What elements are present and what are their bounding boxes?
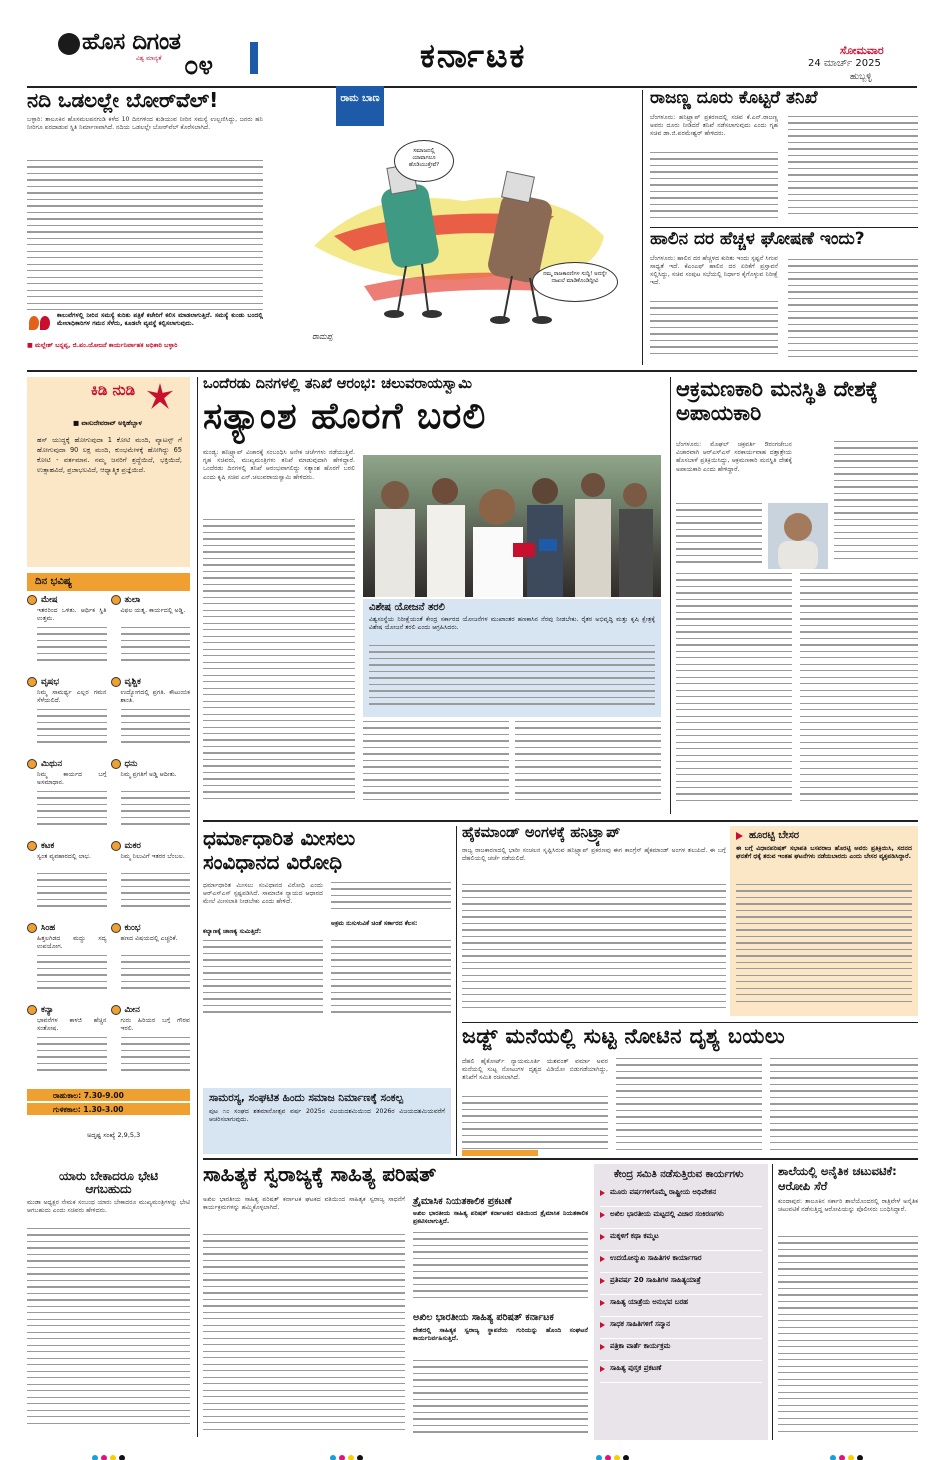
cartoon-signature: ರಾಮಪ್ಪ — [312, 332, 333, 341]
lead-right-rule — [670, 377, 671, 814]
masthead-day: ಸೋಮವಾರ — [840, 44, 884, 57]
zodiac-icon — [27, 841, 37, 851]
lead-boxed-panel — [363, 599, 661, 717]
story-reservation — [203, 826, 451, 1154]
cartoon-panel — [284, 86, 632, 356]
zodiac-icon — [27, 595, 37, 605]
judge-col1-lines — [462, 1096, 608, 1154]
story-parishat — [203, 1164, 588, 1440]
section-title: ಕರ್ನಾಟಕ — [420, 36, 527, 75]
hoorattu-box — [730, 826, 918, 1016]
horoscope-sign-text: ನಿಮ್ಮ ಕಾರ್ಯದ ಬಗ್ಗೆ ಅಸಮಾಧಾನ. — [37, 771, 107, 787]
horoscope-sign-name: ಕಟಕ — [41, 841, 55, 851]
parishat-side-1-title: ತ್ರೈಮಾಸಿಕ ನಿಯತಕಾಲಿಕ ಪ್ರಕಟಣೆ — [413, 1196, 512, 1207]
central-committee-item-text: ಅಖಿಲ ಭಾರತೀಯ ಮಟ್ಟದಲ್ಲಿ ವಿಚಾರ ಸಂಕಿರಣಗಳು — [610, 1210, 724, 1218]
horoscope-sign-text: ನಿಮ್ಮ ನಿಲುವಿಗೆ ಇತರರ ಬೆಂಬಲ. — [120, 853, 185, 860]
borewell-lead: ಬಳ್ಳಾರಿ: ತಾಲೂಕಿನ ಹೊಸಮಲಪನಗುಡಿ ಕಳೆದ 10 ದಿನಗಳಿಂದ ಕುಡಿಯುವ ನೀರಿನ ಸಮಸ್ಯೆ ಉಲ್ಬಣಿಸಿದ್ದು, ಜನರು ಹನಿ ನೀರಿಗೂ ಪರದಾಡುವ ಸ್ಥಿತಿ ನಿರ್ಮಾಣವಾಗಿದೆ. ನದಿಯ ಒಡಲಲ್ಲೇ ಬೋರ್‌ವೆಲ್ ಕೊರೆಸಲಾಗಿದೆ. — [27, 116, 263, 132]
triangle-bullet-icon — [600, 1212, 605, 1218]
central-committee-item — [600, 1207, 762, 1229]
horoscope-sign-name: ಮೇಷ — [41, 595, 58, 605]
zodiac-icon — [27, 677, 37, 687]
story-milk — [650, 231, 918, 365]
zodiac-icon — [111, 923, 121, 933]
reservation-box-title: ಸಾಮರಸ್ಯ, ಸಂಘಟಿತ ಹಿಂದು ಸಮಾಜ ನಿರ್ಮಾಣಕ್ಕೆ ಸಂಕಲ್ಪ — [209, 1092, 404, 1104]
usb-right-icon — [486, 171, 554, 324]
horoscope-sign-name: ಮಕರ — [124, 841, 141, 851]
horoscope-sign-lines — [111, 873, 191, 907]
triangle-bullet-icon — [600, 1234, 605, 1240]
zodiac-icon — [111, 841, 121, 851]
honeytrap-lines — [462, 884, 726, 1014]
story-rajanna — [650, 90, 918, 225]
registration-dots-3 — [596, 1446, 632, 1460]
central-committee-item-text: ಸಾಹಿತ್ಯ ಯಾತ್ರೆಯ ಅನುಭವ ಬರಹ — [610, 1298, 689, 1306]
reservation-col1-lines — [203, 940, 323, 1020]
masthead-logo-block — [56, 31, 241, 81]
zodiac-icon — [27, 1005, 37, 1015]
horoscope-sign-lines — [27, 791, 107, 825]
horoscope-sign-name: ಕುಂಭ — [124, 923, 141, 933]
horoscope-sign — [27, 841, 107, 923]
aggressor-lead: ಬೆಂಗಳೂರು: ಮೊಘಲ್ ಚಕ್ರವರ್ತಿ ಔರಂಗಜೇಬನ ವಿಚಾರವಾಗಿ ಆರ್‌ಎಸ್‌ಎಸ್ ಸರಕಾರ್ಯವಾಹ ದತ್ತಾತ್ರೇಯ ಹೊಸಬಾಳೆ ಪ್ರತಿಕ್ರಿಯಿಸಿದ್ದು, ಆಕ್ರಮಣಕಾರಿ ಮನಸ್ಥಿತಿ ದೇಶಕ್ಕೆ ಅಪಾಯಕಾರಿ ಎಂದು ಹೇಳಿದ್ದಾರೆ. — [676, 441, 792, 473]
horoscope-sign-text: ಉದ್ಯೋಗದಲ್ಲಿ ಪ್ರಗತಿ. ಕೌಟುಂಬಿಕ ಶಾಂತಿ. — [120, 689, 190, 705]
central-committee-box — [594, 1164, 768, 1440]
borewell-quote: ಕಾಲುವೆಗಳಲ್ಲಿ ನೀರಿನ ಸಮಸ್ಯೆ ಕುರಿತು ಪತ್ರಿಕೆ ಕಚೇರಿಗೆ ಕಲಿಸ ಮಾಡಲಾಗುತ್ತಿದೆ. ಸಮಸ್ಯೆ ಕುಂಡು ಬಂದಲ್ಲಿ ಮೇಲಾಧಿಕಾರಿಗಳ ಗಮನ ಸೆಳೆದು, ಕೂಡಲೇ ವ್ಯವಸ್ಥೆ ಕಲ್ಪಿಸಲಾಗುವುದು. — [57, 312, 263, 328]
aggressor-col2a-lines — [834, 441, 918, 569]
gulika: ಗುಳಿಕಕಾಲ: 1.30-3.00 — [27, 1103, 190, 1115]
honeytrap-headline: ಹೈಕಮಾಂಡ್ ಅಂಗಳಕ್ಕೆ ಹನಿಟ್ರ್ಯಾಪ್ — [462, 825, 621, 841]
hoorattu-title-text: ಹೂರಟ್ಟಿ ಬೇಸರ — [749, 830, 800, 841]
registration-dots-4 — [830, 1446, 866, 1460]
lead-col3-lines — [515, 721, 661, 809]
horoscope-sign — [27, 595, 107, 677]
milk-col2-lines — [788, 259, 918, 363]
horoscope-sign-lines — [27, 873, 107, 907]
parishat-lead: ಅಖಿಲ ಭಾರತೀಯ ಸಾಹಿತ್ಯ ಪರಿಷತ್ ಕರ್ನಾಟಕ ಘಟಕದ ವತಿಯಿಂದ ಸಾಹಿತ್ಯಕ ಸ್ವರಾಜ್ಯ ಸಾಧನೆಗೆ ಕಾರ್ಯಕ್ರಮಗಳನ್ನು ಹಮ್ಮಿಕೊಳ್ಳಲಾಗಿದೆ. — [203, 1196, 405, 1212]
borewell-headline: ನದಿ ಒಡಲಲ್ಲೇ ಬೋರ್‌ವೆಲ್! — [27, 88, 219, 112]
logo-tagline: ವಿಶ್ವ ಮಾನ್ಯತೆ — [136, 55, 162, 62]
judge-top-rule — [462, 1022, 918, 1023]
registration-dots-2 — [330, 1446, 366, 1460]
horoscope-sign — [111, 595, 191, 677]
lead-lead: ಮಂಡ್ಯ: ಹನಿಟ್ರ್ಯಾಪ್ ವಿಚಾರಕ್ಕೆ ಸಂಬಂಧಿಸಿ ಅನೇಕ ಚರ್ಚೆಗಳು ನಡೆಯುತ್ತಿವೆ. ಗೃಹ ಸಚಿವರು, ಮುಖ್ಯಮಂತ್ರಿಗಳು ತನಿಖೆ ಮಾಡುವುದಾಗಿ ಹೇಳಿದ್ದಾರೆ. ಒಂದೆರಡು ದಿನಗಳಲ್ಲಿ ತನಿಖೆ ಆರಂಭವಾಗಲಿದ್ದು ಸತ್ಯಾಂಶ ಹೊರಗೆ ಬರಲಿ ಎಂದು ಕೃಷಿ ಸಚಿವ ಎನ್.ಚಲುವರಾಯಸ್ವಾಮಿ ಹೇಳಿದರು. — [203, 449, 355, 481]
milk-col1-lines — [650, 301, 778, 361]
horoscope-sign-name: ಧನು — [124, 759, 138, 769]
school-lead: ಕುಂದಾಪುರ: ತಾಲೂಕಿನ ಸರ್ಕಾರಿ ಶಾಲೆಯೊಂದರಲ್ಲಿ ರಾತ್ರಿವೇಳೆ ಅನೈತಿಕ ಚಟುವಟಿಕೆ ನಡೆಸುತ್ತಿದ್ದ ಆರೋಪಿಯನ್ನು ಪೊಲೀಸರು ಬಂಧಿಸಿದ್ದಾರೆ. — [778, 1198, 918, 1214]
zodiac-icon — [111, 759, 121, 769]
hoorattu-text: ಈ ಬಗ್ಗೆ ವಿಧಾನಪರಿಷತ್ ಸಭಾಪತಿ ಬಸವರಾಜ ಹೊರಟ್ಟಿ ಅವರು ಪ್ರತಿಕ್ರಿಯಿಸಿ, ಸದನದ ಘನತೆಗೆ ಧಕ್ಕೆ ತರುವ ಇಂತಹ ಘಟನೆಗಳು ನಡೆಯಬಾರದು ಎಂದು ಬೇಸರ ವ್ಯಕ್ತಪಡಿಸಿದ್ದಾರೆ. — [736, 845, 912, 861]
mid-rule-1 — [203, 820, 918, 822]
reservation-subhead-1: ಕಲ್ಯಾಣಕ್ಕೆ ಚಾಣಕ್ಯ ಸುಮಿತ್ತಿದೆ: — [203, 928, 262, 935]
rajanna-col2-lines — [788, 116, 918, 222]
registration-dots-1 — [92, 1446, 128, 1460]
parishat-side-2-text: ದೇಶದಲ್ಲಿ ಸಾಹಿತ್ಯಕ ಸ್ವರಾಜ್ಯ ಸ್ಥಾಪನೆಯ ಗುರಿಯನ್ನು ಹೊಂದಿ ಸಂಘಟನೆ ಕಾರ್ಯನಿರ್ವಹಿಸುತ್ತಿದೆ. — [413, 1327, 588, 1343]
horoscope-sign-text: ಇತರರಿಂದ ಒಳಿತು. ಆರ್ಥಿಕ ಸ್ಥಿತಿ ಉತ್ತಮ. — [37, 607, 107, 623]
school-lines — [778, 1236, 918, 1438]
central-committee-item — [600, 1273, 762, 1295]
parishat-headline: ಸಾಹಿತ್ಯಕ ಸ್ವರಾಜ್ಯಕ್ಕೆ ಸಾಹಿತ್ಯ ಪರಿಷತ್ — [203, 1162, 437, 1186]
kidi-nudi-box — [27, 377, 190, 567]
judge-col3-lines — [770, 1058, 918, 1154]
mid-vertical-rule — [456, 826, 457, 1156]
zodiac-icon — [111, 677, 121, 687]
horoscope-sign-name: ಮಿಥುನ — [41, 759, 63, 769]
horoscope-sign-name: ಸಿಂಹ — [41, 923, 56, 933]
central-committee-item — [600, 1229, 762, 1251]
central-committee-item-text: ಪ್ರತಿವರ್ಷ 20 ಸಾಹಿತಿಗಳ ಸಾಹಿತ್ಯಯಾತ್ರೆ — [610, 1276, 701, 1284]
lead-photo — [363, 455, 661, 597]
parishat-col1-lines — [203, 1234, 405, 1438]
central-committee-item — [600, 1317, 762, 1339]
central-committee-item-text: ಪತ್ರಿಕಾ ವಾರ್ತೆ ಕಾರ್ಯಕ್ರಮ — [610, 1342, 671, 1350]
horoscope-sign-lines — [111, 1037, 191, 1071]
horoscope-sign-lines — [27, 709, 107, 743]
parishat-side-2-lines — [413, 1360, 588, 1436]
triangle-bullet-icon — [600, 1344, 605, 1350]
lead-col1-lines — [203, 519, 355, 809]
horoscope-sign-lines — [27, 1037, 107, 1071]
horoscope-sign-text: ಹಣದ ವಿಷಯದಲ್ಲಿ ಎಚ್ಚರಿಕೆ. — [120, 935, 178, 942]
anyone-lead: ಮುಡಾ ಅಧ್ಯಕ್ಷರ ನೇಮಕ ಸಂಬಂಧ ಯಾರು ಬೇಕಾದರೂ ಮುಖ್ಯಮಂತ್ರಿಗಳನ್ನು ಭೇಟಿ ಆಗಬಹುದು ಎಂದು ಸಚಿವರು ಹೇಳಿದರು. — [27, 1199, 190, 1215]
horoscope-sign — [27, 677, 107, 759]
reservation-col2a-lines — [331, 882, 451, 918]
lead-story — [203, 377, 665, 814]
horoscope-sign-text: ಗುರು ಹಿರಿಯರ ಬಗ್ಗೆ ಗೌರವ ಇರಲಿ. — [120, 1017, 190, 1033]
horoscope-sign — [111, 923, 191, 1005]
horoscope-sign-text: ವಿಫಲ ಯತ್ನ. ಕಾರ್ಯದಲ್ಲಿ ಅಡ್ಡಿ. — [120, 607, 186, 614]
story-school — [778, 1164, 918, 1440]
school-left-rule — [772, 1164, 773, 1440]
horoscope-sign — [27, 923, 107, 1005]
parishat-side-1-text: ಅಖಿಲ ಭಾರತೀಯ ಸಾಹಿತ್ಯ ಪರಿಷತ್ ಕರ್ನಾಟಕದ ವತಿಯಿಂದ ತ್ರೈಮಾಸಿಕ ನಿಯತಕಾಲಿಕ ಪ್ರಕಟಿಸಲಾಗುತ್ತಿದೆ. — [413, 1210, 588, 1226]
hoorattu-lines — [736, 884, 912, 1010]
horoscope-sign-lines — [111, 709, 191, 743]
horoscope-sign-lines — [111, 955, 191, 989]
zodiac-icon — [27, 923, 37, 933]
horoscope-sign-lines — [27, 627, 107, 661]
horoscope-sign-text: ಸ್ವಂತ ವ್ಯವಹಾರದಲ್ಲಿ ಲಾಭ. — [37, 853, 91, 860]
masthead-date: 24 ಮಾರ್ಚ್ 2025 — [808, 58, 881, 69]
triangle-bullet-icon — [600, 1366, 605, 1372]
central-committee-item — [600, 1339, 762, 1361]
reservation-lead: ಧರ್ಮಾಧಾರಿತ ಮೀಸಲು ಸಂವಿಧಾನದ ವಿರೋಧಿ ಎಂದು ಆರ್‌ಎಸ್‌ಎಸ್ ಸ್ಪಷ್ಟಪಡಿಸಿದೆ. ಸಾಮಾಜಿಕ ನ್ಯಾಯದ ಆಧಾರದ ಮೇಲೆ ಮೀಸಲಾತಿ ನೀಡಬೇಕು ಎಂದು ಹೇಳಿದೆ. — [203, 882, 323, 906]
lead-boxed-text: ವಿಶ್ವಸಂಸ್ಥೆಯ ನಿರೀಕ್ಷೆಯಂತೆ ಕೇಂದ್ರ ಸರ್ಕಾರದ ಯೋಜನೆಗಳ ಮುಖಾಂತರ ಹಣಕಾಸಿನ ನೆರವು ನೀಡಬೇಕು. ರೈತರ ಅಭಿವೃದ್ಧಿ ಮತ್ತು ಕೃಷಿ ಕ್ಷೇತ್ರಕ್ಕೆ ವಿಶೇಷ ಯೋಜನೆ ತರಲಿ ಎಂದು ಆಗ್ರಹಿಸಿದರು. — [369, 616, 655, 632]
quote-mark-icon — [29, 312, 51, 334]
horoscope-sign-name: ವೃಷಭ — [41, 677, 60, 687]
reservation-subhead-2: ಅಕ್ರಮ ನುಸುಳುವಿಕೆ ಚಿಂತೆ ಸರ್ಕಾರದ ಕೆಲಸ: — [331, 920, 418, 927]
central-committee-item-text: ಉದಯೋನ್ಮುಖ ಸಾಹಿತಿಗಳ ಕಾರ್ಯಾಗಾರ — [610, 1254, 702, 1262]
kidi-nudi-title: ಕಿಡಿ ನುಡಿ — [90, 381, 136, 399]
hoorattu-title — [736, 830, 912, 841]
aggressor-col1b-lines — [676, 573, 792, 809]
horoscope-sign-text: ಹಿತ್ತಲಗಿಡದ ಮದ್ದು ಸದ್ಯ ಉಪಯೋಗ. — [37, 935, 107, 951]
central-committee-item — [600, 1295, 762, 1317]
horoscope-sign-lines — [111, 627, 191, 661]
parishat-side-1-lines — [413, 1232, 588, 1304]
central-committee-item — [600, 1185, 762, 1207]
reservation-box-text: ಪುಟ ೧೦ ಸಂಘದ ಶತಮಾನೋತ್ಸವ ವರ್ಷ 2025ರ ವಿಜಯದಶಮಿಯಿಂದ 2026ರ ವಿಜಯದಶಮಿಯವರೆಗೆ ಆಚರಿಸಲಾಗುವುದು. — [209, 1108, 445, 1124]
central-committee-item-text: ಮಕ್ಕಳಿಗೆ ಕಥಾ ಕಮ್ಮಟ — [610, 1232, 659, 1240]
triangle-bullet-icon — [600, 1190, 605, 1196]
cartoon-bubble-left: ಸಮಾಜದಲ್ಲಿ ಯಾವಾಗಲೂ ಹೊಡಿಯುತ್ತೇವೆ? — [394, 140, 454, 182]
horoscope-sign-name: ತುಲಾ — [124, 595, 141, 605]
parishat-side-2-title: ಅಖಿಲ ಭಾರತೀಯ ಸಾಹಿತ್ಯ ಪರಿಷತ್ ಕರ್ನಾಟಕ — [413, 1312, 554, 1323]
cartoon-bubble-right: ನಮ್ಮ ರಾಜಕಾರಣಿಗಳ ಸುದ್ದಿ! ಅದನ್ನೇ ದಾಖಲೆ ಮಾಡಿಕೊಂಡಿದ್ದೀವಿ — [532, 262, 618, 302]
horoscope-sign — [27, 1005, 107, 1087]
horoscope-sign — [27, 759, 107, 841]
triangle-bullet-icon — [600, 1256, 605, 1262]
horoscope-sign-name: ಮೀನ — [124, 1005, 140, 1015]
horoscope-sign-text: ನಿಮ್ಮ ಪ್ರಗತಿಗೆ ಅಡ್ಡಿ ಆದೀತು. — [120, 771, 177, 778]
horoscope-box — [27, 573, 190, 1171]
judge-col2-lines — [616, 1058, 762, 1154]
aggressor-headline: ಆಕ್ರಮಣಕಾರಿ ಮನಸ್ಥಿತಿ ದೇಶಕ್ಕೆ ಅಪಾಯಕಾರಿ — [676, 377, 878, 425]
story-honeytrap — [462, 826, 726, 1016]
triangle-bullet-icon — [600, 1322, 605, 1328]
borewell-body-lines — [27, 160, 263, 320]
horoscope-sign-text: ಭಾವನೆಗಳ ಕಾಳಜಿ ಹೆಚ್ಚಿನ ಸಂತೋಷ. — [37, 1017, 107, 1033]
cartoon-tag: ರಾಮ ಬಾಣ — [336, 86, 384, 126]
logo-text: ಹೊಸ ದಿಗಂತ — [82, 29, 181, 55]
lead-boxed-title: ವಿಶೇಷ ಯೋಜನೆ ತರಲಿ — [369, 602, 445, 613]
horoscope-sign-text: ನಿಮ್ಮ ಸಾಮರ್ಥ್ಯ ಎಲ್ಲರ ಗಮನ ಸೆಳೆಯಲಿದೆ. — [37, 689, 107, 705]
left-column-rule — [197, 377, 198, 1437]
cartoon-illustration — [294, 126, 624, 346]
zodiac-icon — [27, 759, 37, 769]
kidi-nudi-spark-icon — [147, 383, 173, 409]
reservation-headline: ಧರ್ಮಾಧಾರಿತ ಮೀಸಲು ಸಂವಿಧಾನದ ವಿರೋಧಿ — [203, 826, 356, 874]
triangle-bullet-icon — [600, 1278, 605, 1284]
horoscope-grid — [27, 595, 190, 1087]
central-committee-item-text: ಸಾಹಿತ್ಯ ಪುಸ್ತಕ ಪ್ರಕಟಣೆ — [610, 1364, 662, 1372]
central-committee-item-text: ಮೂರು ವರ್ಷಗಳಿಗೊಮ್ಮೆ ರಾಷ್ಟ್ರೀಯ ಅಧಿವೇಶನ — [610, 1188, 717, 1196]
aggressor-col1a-lines — [676, 503, 762, 569]
rahukala: ರಾಹುಕಾಲ: 7.30-9.00 — [27, 1089, 190, 1101]
masthead-city: ಹುಬ್ಬಳ್ಳಿ — [850, 72, 872, 82]
borewell-quote-source: ■ ಮಲ್ಲೇಶ್ ಬನ್ನಪ್ಪ, ಜಿ.ಪಂ.ಯೋಜನೆ ಕಾರ್ಯನಿರ್ವಾಹಕ ಅಧಿಕಾರಿ ಬಳ್ಳಾರಿ — [27, 342, 178, 349]
top-section-rule — [27, 370, 917, 372]
rajanna-rule — [650, 227, 918, 228]
milk-lead: ಬೆಂಗಳೂರು: ಹಾಲಿನ ದರ ಹೆಚ್ಚಳದ ಕುರಿತು ಇಂದು ಸ್ಪಷ್ಟನೆ ಸಿಗುವ ಸಾಧ್ಯತೆ ಇದೆ. ಕೆಎಂಎಫ್ ಹಾಲಿನ ದರ ಏರಿಕೆಗೆ ಪ್ರಸ್ತಾವನೆ ಸಲ್ಲಿಸಿದ್ದು, ಸಚಿವ ಸಂಪುಟ ಸಭೆಯಲ್ಲಿ ನಿರ್ಧಾರ ಕೈಗೊಳ್ಳುವ ನಿರೀಕ್ಷೆ ಇದೆ. — [650, 254, 778, 287]
story-anyone — [27, 1170, 190, 1440]
masthead — [0, 0, 945, 88]
parishat-side-2 — [413, 1312, 588, 1438]
horoscope-sign-lines — [111, 791, 191, 825]
horoscope-sign — [111, 1005, 191, 1087]
logo-emblem-icon — [58, 33, 80, 55]
horoscope-sign — [111, 841, 191, 923]
registration-marks — [0, 1444, 945, 1456]
aggressor-col2b-lines — [800, 573, 918, 809]
rajanna-headline: ರಾಜಣ್ಣ ದೂರು ಕೊಟ್ಟರೆ ತನಿಖೆ — [650, 88, 818, 108]
anyone-headline: ಯಾರು ಬೇಕಾದರೂ ಭೇಟಿ ಆಗಬಹುದು — [58, 1169, 159, 1196]
lead-col2-lines — [363, 721, 509, 809]
horoscope-sign-lines — [27, 955, 107, 989]
central-committee-item — [600, 1361, 762, 1383]
cartoon-right-rule — [642, 90, 643, 365]
central-committee-item-text: ಸಾಧಕ ಸಾಹಿತಿಗಳಿಗೆ ಸನ್ಮಾನ — [610, 1320, 671, 1328]
page-number: ೦೪ — [184, 51, 214, 81]
story-aggressor — [676, 377, 918, 814]
lead-headline: ಸತ್ಯಾಂಶ ಹೊರಗೆ ಬರಲಿ — [203, 396, 487, 438]
lucky-number: ಅದೃಷ್ಟ ಸಂಖ್ಯೆ 2,9,5,3 — [87, 1131, 141, 1139]
parishat-side-1 — [413, 1196, 588, 1306]
lead-boxed-lines — [369, 645, 655, 711]
story-judge — [462, 1026, 918, 1156]
triangle-bullet-icon — [736, 832, 743, 840]
central-committee-item — [600, 1251, 762, 1273]
central-committee-title: ಕೇಂದ್ರ ಸಮಿತಿ ನಡೆಸುತ್ತಿರುವ ಕಾರ್ಯಗಳು — [614, 1169, 744, 1180]
horoscope-title: ದಿನ ಭವಿಷ್ಯ — [27, 573, 190, 591]
zodiac-icon — [111, 595, 121, 605]
rajanna-col1-lines — [650, 152, 778, 222]
masthead-blue-bar — [250, 42, 258, 74]
bottom-section-accent — [462, 1150, 538, 1156]
zodiac-icon — [111, 1005, 121, 1015]
kidi-nudi-author: ■ ವಾಸುದೇವರಾವ್ ಅಕ್ಕಿಹೆಬ್ಬಾಳ — [73, 419, 142, 427]
anyone-lines — [27, 1228, 190, 1433]
horoscope-sign-name: ಕನ್ಯಾ — [41, 1005, 54, 1015]
bottom-section-rule — [203, 1158, 918, 1160]
rajanna-lead: ಬೆಂಗಳೂರು: ಹನಿಟ್ರ್ಯಾಪ್ ಪ್ರಕರಣದಲ್ಲಿ ಸಚಿವ ಕೆ.ಎನ್.ರಾಜಣ್ಣ ಅವರು ದೂರು ನೀಡಿದರೆ ತನಿಖೆ ನಡೆಸಲಾಗುವುದು ಎಂದು ಗೃಹ ಸಚಿವ ಡಾ.ಜಿ.ಪರಮೇಶ್ವರ್ ಹೇಳಿದರು. — [650, 113, 778, 138]
aggressor-portrait — [768, 503, 828, 569]
milk-headline: ಹಾಲಿನ ದರ ಹೆಚ್ಚಳ ಘೋಷಣೆ ಇಂದು? — [650, 229, 865, 249]
school-headline: ಶಾಲೆಯಲ್ಲಿ ಅನೈತಿಕ ಚಟುವಟಿಕೆ: ಆರೋಪಿ ಸೆರೆ — [778, 1164, 897, 1193]
judge-lead: ದೆಹಲಿ ಹೈಕೋರ್ಟ್ ನ್ಯಾಯಮೂರ್ತಿ ಯಶವಂತ್ ವರ್ಮಾ ಅವರ ಮನೆಯಲ್ಲಿ ಸುಟ್ಟ ನೋಟುಗಳ ದೃಶ್ಯದ ವಿಡಿಯೋ ಬಿಡುಗಡೆಯಾಗಿದ್ದು, ತನಿಖೆಗೆ ಸಮಿತಿ ರಚಿಸಲಾಗಿದೆ. — [462, 1058, 608, 1082]
story-borewell — [27, 90, 263, 365]
reservation-box — [203, 1088, 451, 1154]
horoscope-sign-name: ವೃಶ್ಚಿಕ — [124, 677, 141, 687]
triangle-bullet-icon — [600, 1300, 605, 1306]
honeytrap-lead: ರಾಜ್ಯ ರಾಜಕಾರಣದಲ್ಲಿ ಭಾರೀ ಸಂಚಲನ ಸೃಷ್ಟಿಸಿರುವ ಹನಿಟ್ರ್ಯಾಪ್ ಪ್ರಕರಣವು ಈಗ ಕಾಂಗ್ರೆಸ್ ಹೈಕಮಾಂಡ್ ಅಂಗಳ ತಲುಪಿದೆ. ಈ ಬಗ್ಗೆ ದೆಹಲಿಯಲ್ಲಿ ಚರ್ಚೆ ನಡೆಯಲಿದೆ. — [462, 847, 726, 863]
horoscope-sign — [111, 759, 191, 841]
reservation-col2b-lines — [331, 940, 451, 1020]
kidi-nudi-text: ಹಸ್ ಯುದ್ಧಕ್ಕೆ ಹೋಗುವುದಾ 1 ಕೋಟಿ ಮಂದಿ, ವ್ಯಾಟಸ್ಸ್ ಗೆ ಹೋಗುವುದಾ 90 ಲಕ್ಷ ಮಂದಿ, ಕುಂಭಮೇಳಕ್ಕೆ ಹೋಗಿದ್ದು 65 ಕೋಟಿ - ವರ್ತಮಾನ. ನಮ್ಮ ಜನರಿಗೆ ಶ್ರದ್ಧೆಯಿದೆ, ಭಕ್ತಿಯಿದೆ, ಉತ್ಸಾಹವಿದೆ, ಪ್ರಜಾಭಲವಿದೆ, ಆಧ್ಯಾತ್ಮಿಕ ಪ್ರಜ್ಞೆಯಿದೆ. — [37, 436, 182, 474]
central-committee-list — [600, 1185, 762, 1383]
horoscope-sign — [111, 677, 191, 759]
lead-kicker: ಒಂದೆರಡು ದಿನಗಳಲ್ಲಿ ತನಿಖೆ ಆರಂಭ: ಚಲುವರಾಯಸ್ವಾಮಿ — [203, 376, 472, 392]
judge-headline: ಜಡ್ಜ್ ಮನೆಯಲ್ಲಿ ಸುಟ್ಟ ನೋಟಿನ ದೃಶ್ಯ ಬಯಲು — [462, 1024, 786, 1048]
